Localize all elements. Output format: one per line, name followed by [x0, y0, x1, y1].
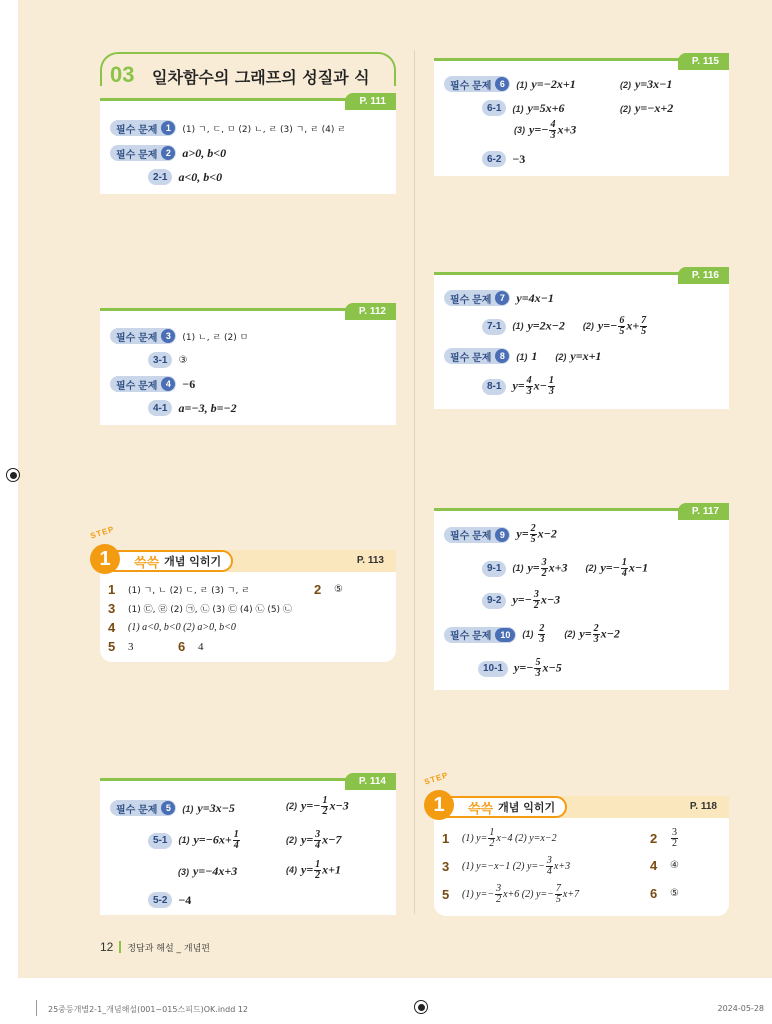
footer-label: 정답과 해설 _ 개념편	[127, 943, 210, 954]
answer-row: 6-1 (1) y=5x+6	[482, 100, 564, 116]
answer-row: 6-2 −3	[482, 151, 525, 167]
required-problem-badge: 필수 문제 7	[444, 290, 510, 306]
sub-problem-badge: 3-1	[148, 352, 172, 368]
answer-row: (2) y=− $\frac{1}{2}$ x−3	[286, 795, 349, 817]
answer-row	[110, 145, 226, 161]
print-date: 2024-05-28	[717, 1004, 764, 1013]
page-ref: P. 117	[678, 503, 729, 520]
section-title-text: 일차함수의 그래프의 성질과 식	[152, 68, 370, 87]
answer-text: ③	[178, 354, 188, 366]
column-divider	[414, 50, 415, 914]
answer-row: (2) y=3x−1	[620, 77, 673, 91]
answer-row	[110, 120, 346, 136]
answer-block-p117	[434, 508, 729, 690]
question-answer: 1 (1) y= $\frac{1}{2}$ x−4 (2) y=x−2	[442, 827, 557, 849]
sub-problem-badge: 6-2	[482, 151, 506, 167]
required-problem-badge: 필수 문제 4	[110, 376, 176, 392]
answer-text: −6	[182, 376, 196, 391]
answer-row: 필수 문제 10 (1) $\frac{2}{3}$ (2) y= $\frac{2}{3}$ x−2	[444, 624, 620, 645]
page-ref: P. 113	[356, 555, 384, 566]
step-box-p113	[89, 524, 396, 662]
sub-problem-badge: 5-2	[148, 892, 172, 908]
answer-row: 9-1 (1) y= $\frac{3}{2}$ x+3 (2) y=− $\frac{1}{4}$ x−1	[482, 558, 648, 579]
answer-row: 10-1 y=− $\frac{5}{3}$ x−5	[478, 658, 562, 679]
step-title: 개념 익히기	[164, 555, 222, 568]
step-title: 개념 익히기	[498, 801, 556, 814]
page-footer	[100, 940, 210, 954]
required-problem-badge: 필수 문제 1	[110, 120, 176, 136]
answer-row: 필수 문제 7 y=4x−1	[444, 290, 554, 306]
answer-row: 필수 문제 8 (1) 1 (2) y=x+1	[444, 348, 601, 364]
sub-problem-badge: 7-1	[482, 319, 506, 335]
required-problem-badge: 필수 문제 6	[444, 76, 510, 92]
answer-block-p112	[100, 308, 396, 425]
answer-row	[110, 376, 195, 392]
answer-row: (4) y= $\frac{1}{2}$ x+1	[286, 859, 342, 881]
page-ref: P. 112	[345, 303, 396, 320]
answer-text: (1) ㄱ, ㄷ, ㅁ (2) ㄴ, ㄹ (3) ㄱ, ㄹ (4) ㄹ	[182, 124, 346, 135]
step-label: STEP	[423, 770, 450, 787]
step-box-p118	[423, 770, 729, 916]
answer-row	[148, 352, 187, 368]
answer-block-p111	[100, 98, 396, 194]
step-tab	[104, 550, 233, 572]
question-answer: 5 3	[108, 639, 134, 654]
sub-problem-badge: 9-1	[482, 561, 506, 577]
answer-text: (1) ㄴ, ㄹ (2) ㅁ	[182, 332, 249, 343]
answer-row: 필수 문제 5 (1) y=3x−5	[110, 800, 235, 816]
page-ref: P. 111	[345, 93, 396, 110]
answer-row: 5-1 (1) y=−6x+ $\frac{1}{4}$	[148, 830, 241, 851]
page-number: 12	[100, 940, 114, 954]
answer-block-p116	[434, 272, 729, 409]
section-title	[100, 52, 396, 96]
page-ref: P. 115	[678, 53, 729, 70]
registration-mark-icon	[6, 468, 20, 482]
question-answer: 1 (1) ㄱ, ㄴ (2) ㄷ, ㄹ (3) ㄱ, ㄹ	[108, 582, 250, 597]
question-answer: 3 (1) ㉢, ㉣ (2) ㉠, ㉡ (3) ㉢ (4) ㉡ (5) ㉡	[108, 601, 292, 616]
crop-mark	[36, 1000, 37, 1016]
step-label: STEP	[89, 524, 116, 541]
question-answer: 4 (1) a<0, b<0 (2) a>0, b<0	[108, 620, 236, 635]
question-answer: 2 ⑤	[314, 582, 343, 597]
page-ref: P. 118	[689, 801, 717, 812]
question-answer: 5 (1) y=− $\frac{3}{2}$ x+6 (2) y=− $\frac{7}{5}$ x+7	[442, 883, 580, 905]
required-problem-badge: 필수 문제 8	[444, 348, 510, 364]
answer-text: a<0, b<0	[178, 169, 223, 184]
required-problem-badge: 필수 문제 3	[110, 328, 176, 344]
step-number: 1	[90, 544, 120, 574]
page-ref: P. 116	[678, 267, 729, 284]
answer-row: 7-1 (1) y=2x−2 (2) y=− $\frac{6}{5}$ x+ $\frac{7}{5}$	[482, 316, 648, 337]
step-ss: 쓱쓱	[134, 555, 160, 571]
step-number: 1	[424, 790, 454, 820]
print-slug	[0, 1000, 772, 1024]
required-problem-badge: 필수 문제 9	[444, 527, 510, 543]
answer-row: 9-2 y=− $\frac{3}{2}$ x−3	[482, 590, 560, 611]
answer-row: 필수 문제 6 (1) y=−2x+1	[444, 76, 576, 92]
question-answer: 3 (1) y=−x−1 (2) y=− $\frac{3}{4}$ x+3	[442, 855, 571, 877]
question-answer: 6 4	[178, 639, 204, 654]
question-answer: 6 ⑤	[650, 886, 679, 901]
footer-bar	[119, 941, 121, 953]
answer-row	[110, 328, 248, 344]
required-problem-badge: 필수 문제 10	[444, 627, 516, 643]
answer-row: 8-1 y= $\frac{4}{3}$ x− $\frac{1}{3}$	[482, 376, 556, 397]
sub-problem-badge: 9-2	[482, 593, 506, 609]
required-problem-badge: 필수 문제 5	[110, 800, 176, 816]
page-ref: P. 114	[345, 773, 396, 790]
step-tab	[438, 796, 567, 818]
section-number: 03	[110, 62, 135, 87]
question-answer: 4 ④	[650, 858, 679, 873]
sub-problem-badge: 6-1	[482, 100, 506, 116]
required-problem-badge: 필수 문제 2	[110, 145, 176, 161]
sub-problem-badge: 8-1	[482, 379, 506, 395]
step-ss: 쓱쓱	[468, 801, 494, 817]
answer-text: a>0, b<0	[182, 145, 227, 160]
answer-block-p114	[100, 778, 396, 915]
question-answer: 2 $\frac{3}{2}$	[650, 827, 677, 849]
answer-row: (3) y=− $\frac{4}{3}$ x+3	[514, 119, 577, 141]
print-file: 25중등개별2-1_개념해설(001~015스피드)OK.indd 12	[48, 1005, 248, 1014]
answer-row: 필수 문제 9 y= $\frac{2}{5}$ x−2	[444, 524, 557, 545]
answer-row: (3) y=−4x+3	[178, 864, 238, 878]
answer-row	[148, 169, 222, 185]
answer-row: 5-2 −4	[148, 892, 191, 908]
answer-row: (2) y=−x+2	[620, 101, 674, 115]
answer-row	[148, 400, 237, 416]
answer-text: a=−3, b=−2	[178, 400, 237, 415]
answer-block-p115	[434, 58, 729, 176]
answer-row: (2) y= $\frac{3}{4}$ x−7	[286, 829, 342, 851]
sub-problem-badge: 5-1	[148, 833, 172, 849]
sub-problem-badge: 4-1	[148, 400, 172, 416]
sub-problem-badge: 2-1	[148, 169, 172, 185]
sub-problem-badge: 10-1	[478, 661, 508, 677]
